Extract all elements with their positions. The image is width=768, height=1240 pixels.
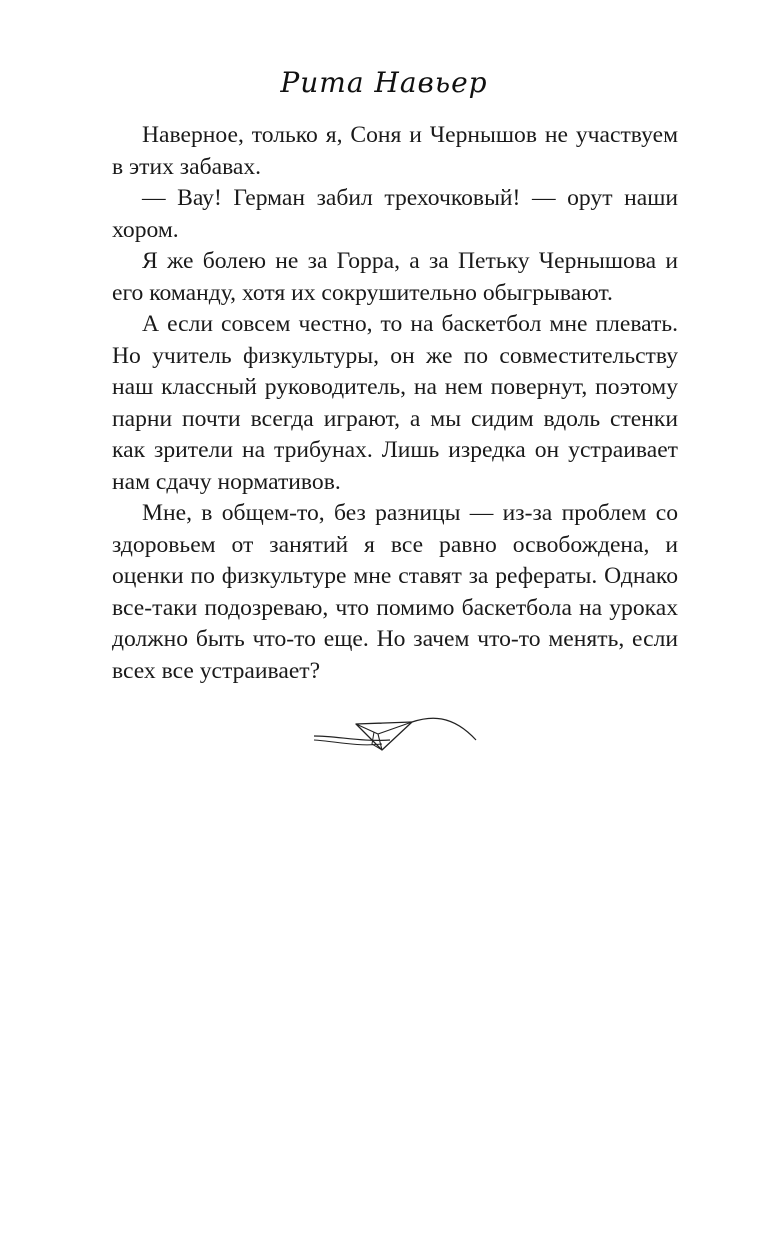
paragraph-5: Мне, в общем-то, без разницы — из-за проблем со здоровьем от занятий я все равно освобождена, и оценки по физкультуре мне ставят за рефераты. Однако все-таки подозреваю, что помимо баскетбола на уроках должно быть что-то еще. Но зачем что-то менять, если всех все устраивает? (112, 500, 678, 684)
paper-plane-icon (312, 710, 478, 760)
paragraph-3: Я же болею не за Горра, а за Петьку Чернышова и его команду, хотя их сокрушительно обыгрывают. (112, 248, 678, 306)
body-text (112, 120, 678, 687)
paragraph-2: — Вау! Герман забил трехочковый! — орут наши хором. (112, 185, 678, 243)
paragraph-4: А если совсем честно, то на баскетбол мне плевать. Но учитель физкультуры, он же по совместительству наш классный руководитель, на нем повернут, поэтому парни почти всегда играют, а мы сидим вдоль стенки как зрители на трибунах. Лишь изредка он устраивает нам сдачу нормативов. (112, 311, 678, 495)
running-head: Рита Навьер (280, 66, 488, 99)
paragraph-1: Наверное, только я, Соня и Чернышов не участвуем в этих забавах. (112, 122, 678, 180)
